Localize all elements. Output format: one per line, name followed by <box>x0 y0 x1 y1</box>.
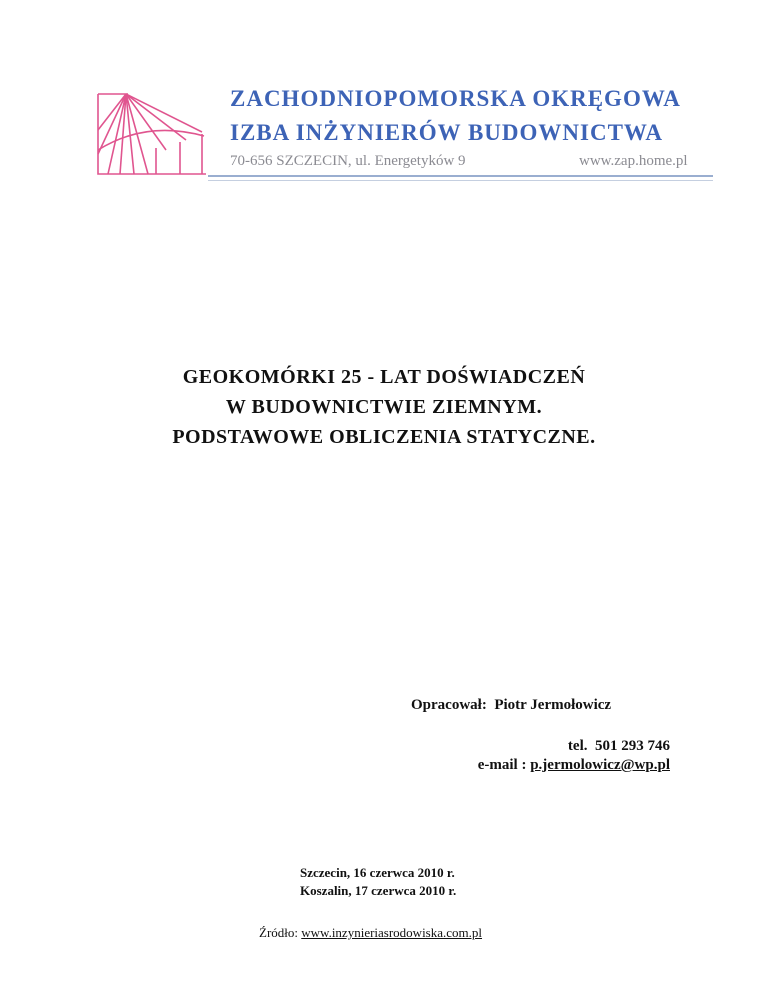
phone-line <box>0 737 670 756</box>
author-block <box>411 697 611 714</box>
title-line1: GEOKOMÓRKI 25 - LAT DOŚWIADCZEŃ <box>182 366 586 388</box>
author-name: Piotr Jermołowicz <box>494 697 612 713</box>
organization-name-line2: IZBA INŻYNIERÓW BUDOWNICTWA <box>230 120 663 145</box>
organization-name-line1: ZACHODNIOPOMORSKA OKRĘGOWA <box>230 86 681 111</box>
title-line2: W BUDOWNICTWIE ZIEMNYM. <box>225 396 543 418</box>
title-line3: PODSTAWOWE OBLICZENIA STATYCZNE. <box>172 426 596 448</box>
source-link[interactable]: www.inzynieriasrodowiska.com.pl <box>301 925 483 940</box>
header-divider <box>208 175 713 177</box>
bridge-cables-logo-icon <box>96 90 208 178</box>
email-line <box>0 756 670 775</box>
phone-number: 501 293 746 <box>595 738 670 754</box>
dates-block <box>300 864 456 900</box>
organization-address: 70-656 SZCZECIN, ul. Energetyków 9 <box>230 153 466 169</box>
source-label: Źródło: <box>259 925 298 940</box>
organization-website[interactable]: www.zap.home.pl <box>579 153 688 169</box>
date-line1: Szczecin, 16 czerwca 2010 r. <box>300 865 455 880</box>
document-title <box>0 362 768 452</box>
phone-label: tel. <box>567 738 588 754</box>
header-divider-thin <box>208 180 713 181</box>
author-label: Opracował: <box>411 697 487 713</box>
email-label: e-mail : <box>477 757 527 773</box>
date-line2: Koszalin, 17 czerwca 2010 r. <box>300 883 457 898</box>
email-link[interactable]: p.jermolowicz@wp.pl <box>530 757 670 773</box>
source-line <box>259 925 482 941</box>
contact-block <box>0 737 670 775</box>
